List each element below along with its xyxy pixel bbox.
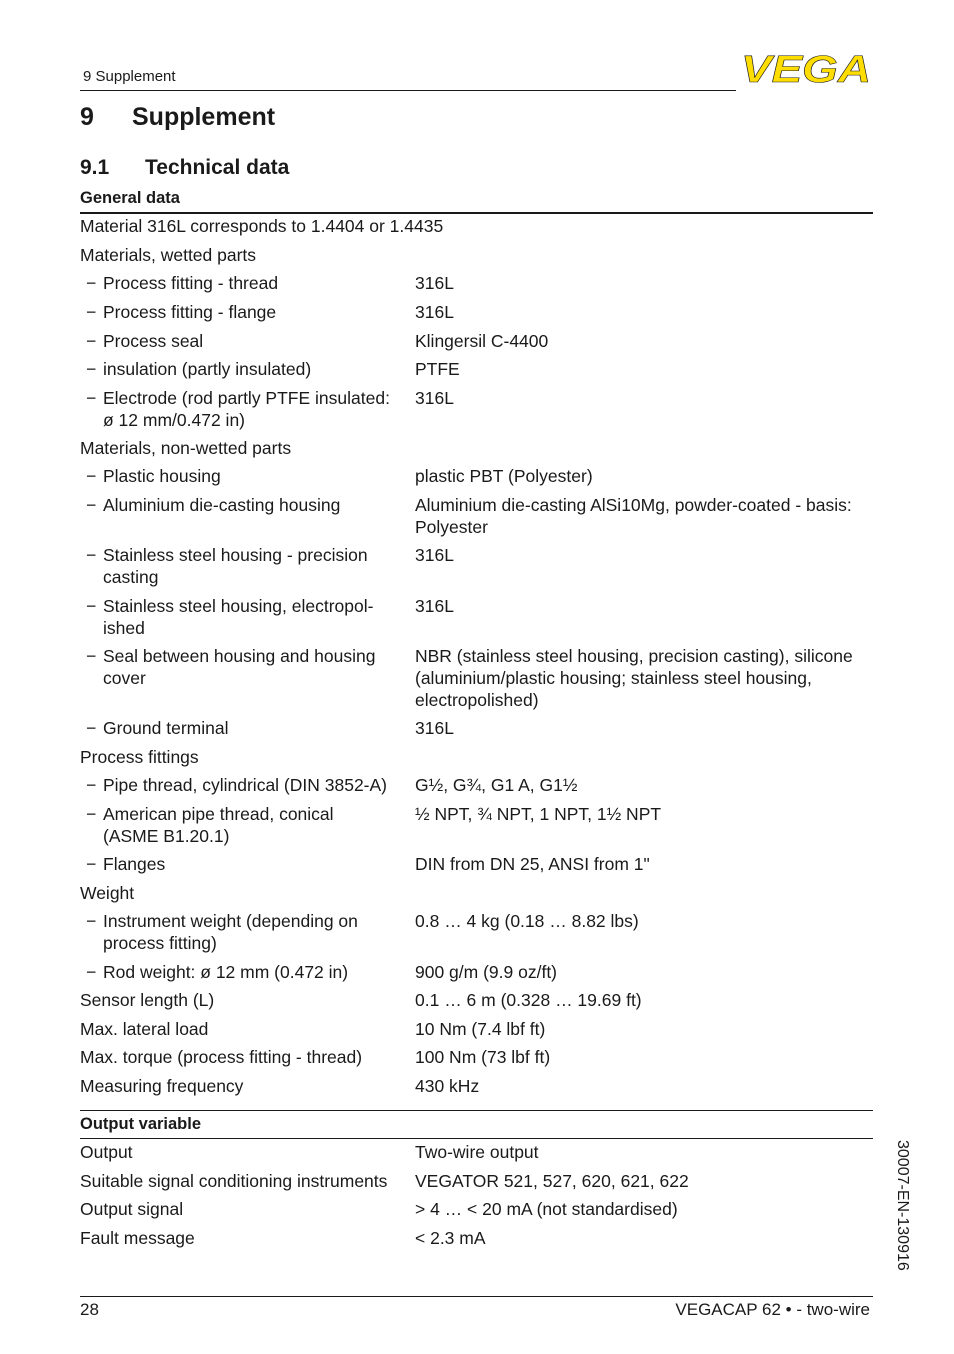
heading-number: 9 (80, 103, 94, 131)
spec-value (415, 803, 873, 825)
text-line: American pipe thread, conical (103, 804, 334, 824)
text-line: electropolished) (415, 690, 539, 710)
text-line: Aluminium die-casting AlSi10Mg, powder-coated - basis: (415, 495, 852, 515)
text-line: plastic PBT (Polyester) (415, 466, 593, 486)
general-data-rule (80, 212, 873, 214)
text-line: G½, G¾, G1 A, G1½ (415, 775, 578, 795)
spec-label (86, 465, 406, 487)
spec-value: 10 Nm (7.4 lbf ft) (415, 1019, 546, 1039)
dash-bullet: − (86, 962, 97, 982)
process-fittings-title: Process fittings (80, 747, 199, 767)
text-line: cover (103, 668, 146, 688)
text-line: ished (103, 618, 145, 638)
text-line: Rod weight: ø 12 mm (0.472 in) (103, 962, 349, 982)
text-line: Ground terminal (103, 718, 229, 738)
dash-bullet: − (86, 273, 97, 293)
spec-value (415, 494, 873, 538)
text-line: ½ NPT, ¾ NPT, 1 NPT, 1½ NPT (415, 804, 662, 824)
spec-value (415, 595, 873, 617)
spec-label (86, 853, 406, 875)
text-line: Plastic housing (103, 466, 221, 486)
text-line: 316L (415, 273, 454, 293)
text-line: Process seal (103, 331, 204, 351)
spec-value (415, 961, 873, 983)
running-header: 9 Supplement (83, 68, 176, 85)
spec-value: < 2.3 mA (415, 1228, 486, 1248)
logo-wordmark: VEGA (741, 52, 871, 84)
spec-value: > 4 … < 20 mA (not standardised) (415, 1199, 678, 1219)
spec-label: Measuring frequency (80, 1076, 244, 1096)
spec-label (86, 301, 406, 323)
spec-value (415, 645, 873, 711)
spec-value: Two-wire output (415, 1142, 539, 1162)
text-line: 316L (415, 388, 454, 408)
text-line: Pipe thread, cylindrical (DIN 3852-A) (103, 775, 388, 795)
spec-label: Fault message (80, 1228, 195, 1248)
spec-label (86, 717, 406, 739)
text-line: Process fitting - thread (103, 273, 279, 293)
spec-label (86, 272, 406, 294)
dash-bullet: − (86, 775, 97, 795)
spec-value (415, 910, 873, 932)
text-line: ø 12 mm/0.472 in) (103, 410, 245, 430)
document-code: 30007-EN-130916 (894, 1140, 911, 1271)
spec-label: Max. lateral load (80, 1019, 209, 1039)
text-line: Aluminium die-casting housing (103, 495, 341, 515)
section-number: 9.1 (80, 156, 110, 179)
text-line: 316L (415, 718, 454, 738)
spec-value (415, 272, 873, 294)
spec-value (415, 774, 873, 796)
text-line: DIN from DN 25, ANSI from 1" (415, 854, 650, 874)
spec-value (415, 544, 873, 566)
section-title: Technical data (145, 156, 290, 179)
text-line: casting (103, 567, 159, 587)
dash-bullet: − (86, 854, 97, 874)
text-line: 316L (415, 545, 454, 565)
text-line: process fitting) (103, 933, 217, 953)
spec-label: Output (80, 1142, 133, 1162)
dash-bullet: − (86, 359, 97, 379)
spec-label (86, 544, 406, 588)
nonwetted-parts-title: Materials, non-wetted parts (80, 438, 292, 458)
material-note: Material 316L corresponds to 1.4404 or 1.4435 (80, 216, 444, 236)
text-line: 316L (415, 596, 454, 616)
spec-label (86, 910, 406, 954)
page-number: 28 (80, 1300, 99, 1319)
product-name: VEGACAP 62 • - two-wire (675, 1300, 870, 1319)
text-line: Klingersil C-4400 (415, 331, 549, 351)
spec-value (415, 853, 873, 875)
header-rule (80, 90, 736, 91)
dash-bullet: − (86, 646, 97, 666)
spec-label (86, 387, 406, 431)
dash-bullet: − (86, 545, 97, 565)
spec-value: 100 Nm (73 lbf ft) (415, 1047, 551, 1067)
spec-label (86, 645, 406, 689)
spec-label (86, 358, 406, 380)
dash-bullet: − (86, 596, 97, 616)
dash-bullet: − (86, 466, 97, 486)
spec-value: 0.1 … 6 m (0.328 … 19.69 ft) (415, 990, 642, 1010)
output-top-rule (80, 1110, 873, 1111)
spec-label: Max. torque (process fitting - thread) (80, 1047, 363, 1067)
text-line: Polyester (415, 517, 488, 537)
spec-value (415, 387, 873, 409)
text-line: (ASME B1.20.1) (103, 826, 230, 846)
spec-label: Suitable signal conditioning instruments (80, 1171, 388, 1191)
weight-title: Weight (80, 883, 135, 903)
spec-value (415, 330, 873, 352)
output-variable-rule (80, 1138, 873, 1139)
text-line: 0.8 … 4 kg (0.18 … 8.82 lbs) (415, 911, 639, 931)
spec-value: 430 kHz (415, 1076, 480, 1096)
spec-value (415, 301, 873, 323)
spec-label: Sensor length (L) (80, 990, 215, 1010)
spec-label (86, 494, 406, 516)
text-line: Stainless steel housing - precision (103, 545, 368, 565)
spec-label (86, 803, 406, 847)
text-line: Flanges (103, 854, 166, 874)
text-line: NBR (stainless steel housing, precision casting), silicone (415, 646, 853, 666)
spec-value (415, 717, 873, 739)
dash-bullet: − (86, 302, 97, 322)
output-variable-title: Output variable (80, 1115, 202, 1133)
spec-label (86, 330, 406, 352)
text-line: 900 g/m (9.9 oz/ft) (415, 962, 558, 982)
spec-value (415, 358, 873, 380)
spec-label (86, 595, 406, 639)
dash-bullet: − (86, 804, 97, 824)
text-line: insulation (partly insulated) (103, 359, 312, 379)
wetted-parts-title: Materials, wetted parts (80, 245, 257, 265)
dash-bullet: − (86, 388, 97, 408)
general-data-title: General data (80, 189, 180, 207)
text-line: Process fitting - flange (103, 302, 277, 322)
page-title: Supplement (132, 103, 276, 131)
spec-label: Output signal (80, 1199, 184, 1219)
footer-rule (80, 1296, 873, 1297)
text-line: Electrode (rod partly PTFE insulated: (103, 388, 390, 408)
text-line: Seal between housing and housing (103, 646, 376, 666)
spec-label (86, 774, 406, 796)
text-line: Stainless steel housing, electropol- (103, 596, 374, 616)
dash-bullet: − (86, 495, 97, 515)
dash-bullet: − (86, 911, 97, 931)
spec-value (415, 465, 873, 487)
text-line: (aluminium/plastic housing; stainless steel housing, (415, 668, 812, 688)
vega-logo (741, 52, 873, 84)
text-line: Instrument weight (depending on (103, 911, 358, 931)
dash-bullet: − (86, 718, 97, 738)
spec-value: VEGATOR 521, 527, 620, 621, 622 (415, 1171, 689, 1191)
text-line: PTFE (415, 359, 460, 379)
spec-label (86, 961, 406, 983)
text-line: 316L (415, 302, 454, 322)
dash-bullet: − (86, 331, 97, 351)
